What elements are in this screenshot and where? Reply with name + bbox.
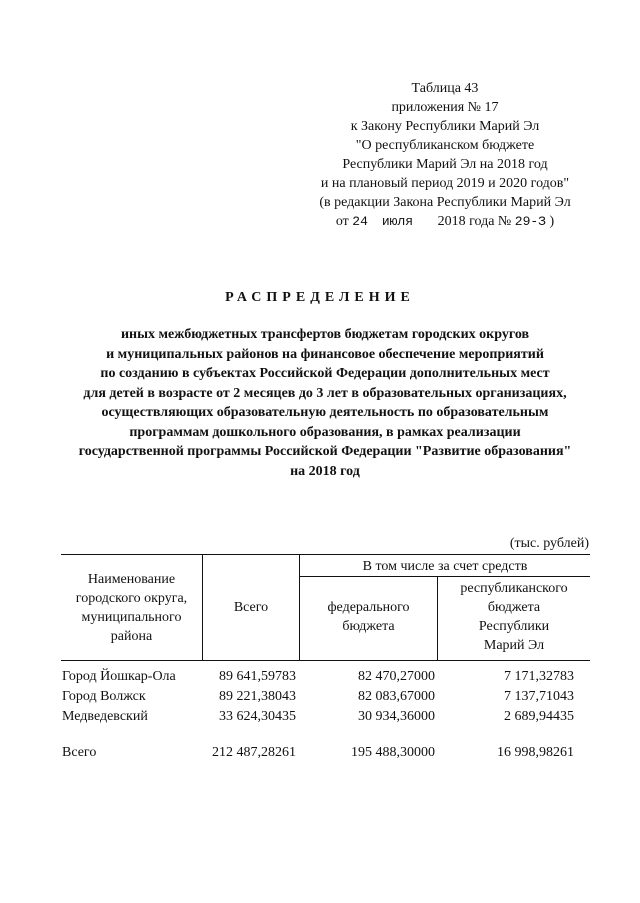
date-day: 24 (352, 214, 368, 229)
row-total: 33 624,30435 (219, 709, 296, 724)
table-group-line (299, 576, 590, 577)
total-federal: 195 488,30000 (351, 745, 435, 760)
header-col-name-line: Наименование (87, 572, 176, 587)
total-republic: 16 998,98261 (497, 745, 574, 760)
header-table-number: Таблица 43 (411, 81, 479, 96)
document-header (290, 79, 600, 231)
header-col-name-line: городского округа, (75, 591, 188, 606)
header-appendix: приложения № 17 (391, 100, 499, 115)
header-law: к Закону Республики Марий Эл (350, 119, 540, 134)
header-col-federal-line: федерального (327, 600, 410, 615)
date-number: 29-З (514, 214, 546, 229)
subtitle-line: иных межбюджетных трансфертов бюджетам городских округов (120, 327, 530, 342)
header-law-title-2: Республики Марий Эл на 2018 год (342, 157, 548, 172)
subtitle-line: для детей в возрасте от 2 месяцев до 3 лет в образовательных организациях, (83, 385, 567, 401)
header-col-federal (300, 598, 437, 636)
row-name: Город Волжск (62, 689, 146, 704)
row-federal: 82 470,27000 (358, 669, 435, 684)
header-col-name-line: района (110, 629, 153, 644)
row-total: 89 641,59783 (219, 669, 296, 684)
date-year: 2018 года № (437, 214, 512, 229)
header-col-federal-line: бюджета (342, 619, 395, 634)
total-sum: 212 487,28261 (212, 745, 296, 760)
row-federal: 30 934,36000 (358, 709, 435, 724)
subtitle-line: и муниципальных районов на финансовое обеспечение мероприятий (106, 346, 544, 362)
row-republic: 7 171,32783 (504, 669, 574, 684)
header-col-name-line: муниципального (81, 610, 182, 625)
subtitle-line: осуществляющих образовательную деятельность по образовательным (101, 405, 549, 420)
header-law-title-3: и на плановый период 2019 и 2020 годов" (320, 176, 570, 191)
subtitle-line: на 2018 год (290, 463, 360, 479)
document-subtitle (40, 325, 610, 481)
header-edition: (в редакции Закона Республики Марий Эл (319, 195, 571, 210)
header-col-group: В том числе за счет средств (362, 559, 528, 574)
header-col-name (61, 570, 202, 646)
row-name: Город Йошкар-Ола (62, 669, 176, 684)
subtitle-line: по созданию в субъектах Российской Федерации дополнительных мест (100, 366, 550, 381)
row-federal: 82 083,67000 (358, 689, 435, 704)
row-republic: 7 137,71043 (504, 689, 574, 704)
row-republic: 2 689,94435 (504, 709, 574, 724)
units-label: (тыс. рублей) (509, 536, 589, 551)
header-col-republic-line: Марий Эл (483, 638, 545, 653)
table-header-bottom-line (61, 660, 590, 661)
header-col-republic-line: Республики (478, 619, 550, 634)
total-name: Всего (62, 745, 97, 760)
date-close: ) (549, 214, 555, 229)
date-prefix: от (335, 214, 349, 229)
header-col-republic (438, 579, 590, 655)
header-col-republic-line: бюджета (487, 600, 541, 615)
row-name: Медведевский (62, 709, 148, 724)
date-month: июля (381, 214, 414, 229)
subtitle-line: программам дошкольного образования, в рамках реализации (129, 424, 521, 440)
subtitle-line: государственной программы Российской Федерации "Развитие образования" (78, 444, 572, 459)
table-top-line (61, 554, 590, 555)
header-col-total: Всего (233, 600, 269, 615)
header-col-republic-line: республиканского (460, 581, 568, 596)
row-total: 89 221,38043 (219, 689, 296, 704)
header-law-title-1: "О республиканском бюджете (355, 138, 535, 153)
document-title: РАСПРЕДЕЛЕНИЕ (225, 290, 415, 305)
header-edition-date (290, 212, 600, 231)
